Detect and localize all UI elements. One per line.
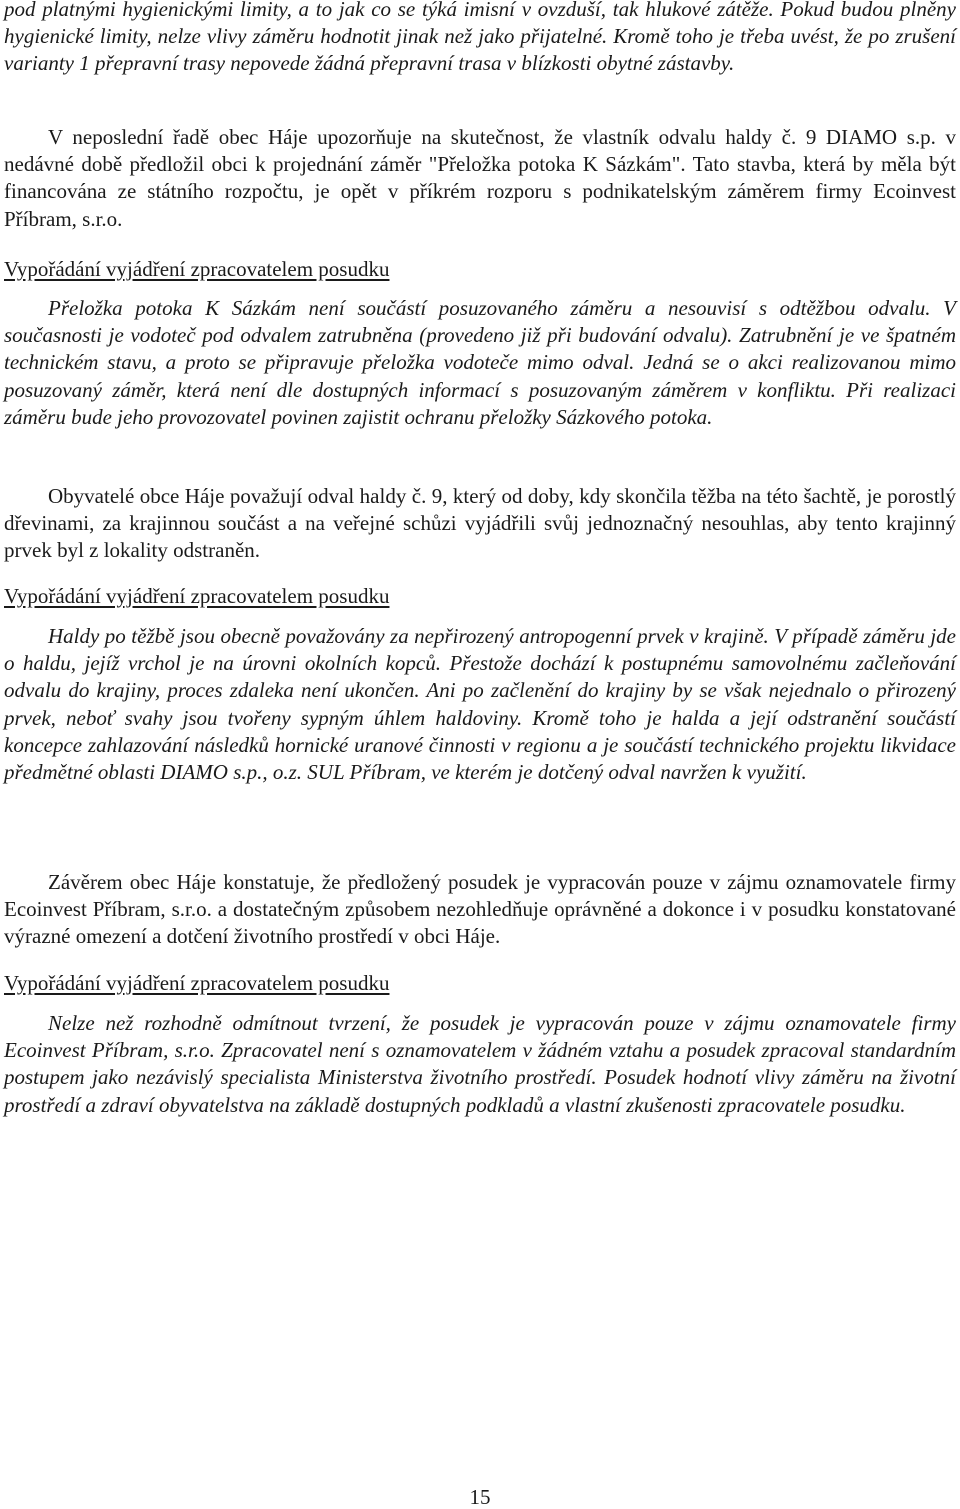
response-heading-3: Vypořádání vyjádření zpracovatelem posudku bbox=[4, 971, 390, 995]
page-number: 15 bbox=[469, 1485, 491, 1509]
response-paragraph-creek-relocation: Přeložka potoka K Sázkám není součástí posuzovaného záměru a nesouvisí s odtěžbou odvalu. V současnosti je vodoteč pod odvalem zatrubněna (provedeno již při budování odvalu). Zatrubnění je ve špatném technickém stavu, a proto se připravuje přeložka vodoteče mimo odval. Jedná se o akci realizovanou mimo posuzovaný záměr, která není dle dostupných informací s posuzovaným záměrem v konfliktu. Při realizaci záměru bude jeho provozovatel povinen zajistit ochranu přeložky Sázkového potoka. bbox=[4, 296, 956, 429]
response-heading-2: Vypořádání vyjádření zpracovatelem posudku bbox=[4, 584, 390, 608]
response-paragraph-conclusion: Nelze než rozhodně odmítnout tvrzení, že posudek je vypracován pouze v zájmu oznamovatele firmy Ecoinvest Příbram, s.r.o. Zpracovatel není s oznamovatelem v žádném vztahu a posudek zpracoval standardním postupem jako nezávislý specialista Ministerstva životního prostředí. Posudek hodnotí vlivy záměru na životní prostředí a zdraví obyvatelstva na základě dostupných podkladů a vlastní zkušenosti zpracovatele posudku. bbox=[4, 1011, 956, 1117]
objection-paragraph-creek-relocation: V neposlední řadě obec Háje upozorňuje na skutečnost, že vlastník odvalu haldy č. 9 DIAMO s.p. v nedávné době předložil obci k projednání záměr "Přeložka potoka K Sázkám". Tato stavba, která by měla být financována ze státního rozpočtu, je opět v příkrém rozporu s podnikatelským záměrem firmy Ecoinvest Příbram, s.r.o. bbox=[4, 125, 956, 231]
response-paragraph-continued: pod platnými hygienickými limity, a to jak co se týká imisní v ovzduší, tak hlukové zátěže. Pokud budou plněny hygienické limity, nelze vlivy záměru hodnotit jinak než jako přijatelné. Kromě toho je třeba uvést, že po zrušení varianty 1 přepravní trasy nepovede žádná přepravní trasa v blízkosti obytné zástavby. bbox=[4, 0, 956, 76]
objection-paragraph-conclusion: Závěrem obec Háje konstatuje, že předložený posudek je vypracován pouze v zájmu oznamovatele firmy Ecoinvest Příbram, s.r.o. a dostatečným způsobem nezohledňuje oprávněné a dokonce i v posudku konstatované výrazné omezení a dotčení životního prostředí v obci Háje. bbox=[4, 870, 956, 949]
response-paragraph-landscape: Haldy po těžbě jsou obecně považovány za nepřirozený antropogenní prvek v krajině. V případě záměru jde o haldu, jejíž vrchol je na úrovni okolních kopců. Přestože dochází k postupnému samovolnému začleňování odvalu do krajiny, proces zdaleka není ukončen. Ani po začlenění do krajiny by se však nejednalo o přirozený prvek, neboť svahy jsou tvořeny sypným úhlem haldoviny. Kromě toho je halda a její odstranění součástí koncepce zahlazování následků hornické uranové činnosti v regionu a je součástí technického projektu likvidace předmětné oblasti DIAMO s.p., o.z. SUL Příbram, ve kterém je dotčený odval navržen k využití. bbox=[4, 624, 956, 785]
objection-paragraph-landscape: Obyvatelé obce Háje považují odval haldy č. 9, který od doby, kdy skončila těžba na této šachtě, je porostlý dřevinami, za krajinnou součást a na veřejné schůzi vyjádřili svůj jednoznačný nesouhlas, aby tento krajinný prvek byl z lokality odstraněn. bbox=[4, 484, 956, 563]
response-heading-1: Vypořádání vyjádření zpracovatelem posudku bbox=[4, 257, 390, 281]
